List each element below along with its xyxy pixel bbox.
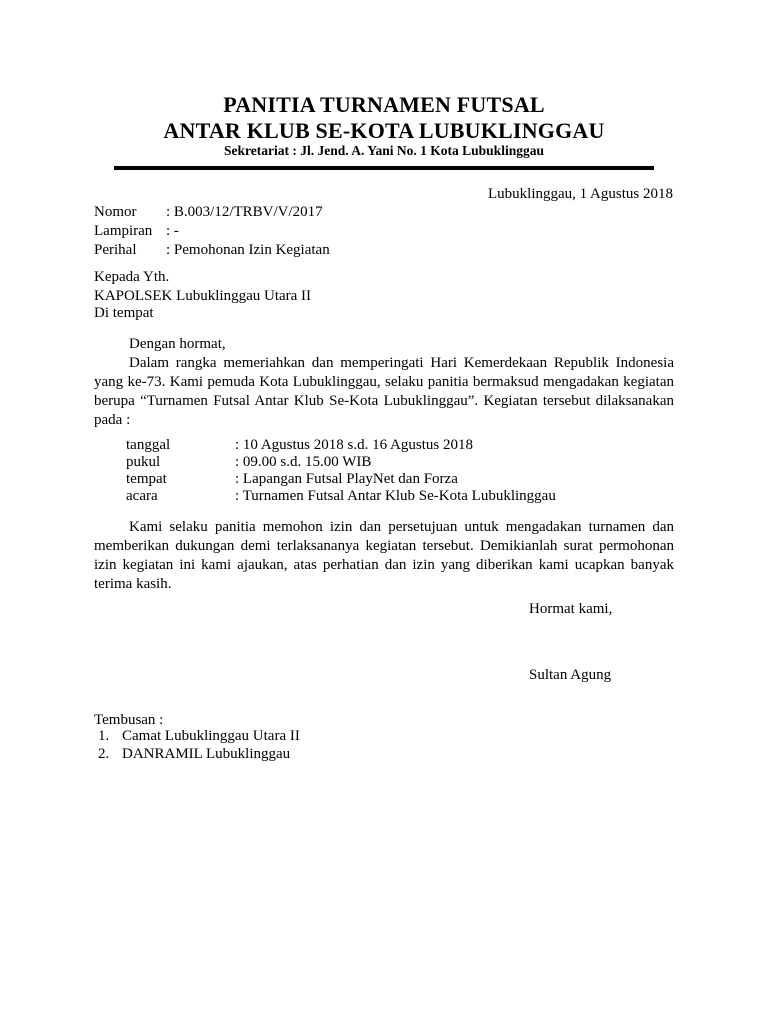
meta-value-attachment: : - — [166, 223, 179, 239]
recipient-line3: Di tempat — [94, 305, 154, 321]
detail-value-event: : Turnamen Futsal Antar Klub Se-Kota Lubuklinggau — [235, 488, 556, 504]
cc-item-2: DANRAMIL Lubuklinggau — [122, 746, 291, 762]
cc-title: Tembusan : — [94, 712, 164, 728]
body-paragraph-2: Kami selaku panitia memohon izin dan persetujuan untuk mengadakan turnamen dan memberikan dukungan demi terlaksananya kegiatan tersebut. Demikianlah surat permohonan izin kegiatan ini kami ajaukan, atas perhatian dan izin yang diberikan kami ucapkan banyak terima kasih. — [94, 519, 674, 592]
recipient-line1: Kepada Yth. — [94, 269, 170, 285]
letterhead-title-line2: ANTAR KLUB SE-KOTA LUBUKLINGGAU — [163, 118, 605, 143]
cc-item-1: Camat Lubuklinggau Utara II — [122, 728, 300, 744]
detail-value-date: : 10 Agustus 2018 s.d. 16 Agustus 2018 — [235, 437, 473, 453]
detail-label-time: pukul — [126, 454, 161, 470]
closing-salutation: Hormat kami, — [529, 601, 613, 617]
detail-value-place: : Lapangan Futsal PlayNet dan Forza — [235, 471, 458, 487]
greeting: Dengan hormat, — [129, 336, 226, 352]
meta-label-number: Nomor — [94, 204, 137, 220]
meta-value-subject: : Pemohonan Izin Kegiatan — [166, 242, 330, 258]
meta-value-number: : B.003/12/TRBV/V/2017 — [166, 204, 323, 220]
letterhead-title-line1: PANITIA TURNAMEN FUTSAL — [223, 92, 545, 117]
detail-label-event: acara — [126, 488, 158, 504]
meta-label-subject: Perihal — [94, 242, 137, 258]
recipient-line2: KAPOLSEK Lubuklinggau Utara II — [94, 288, 312, 304]
detail-label-place: tempat — [126, 471, 167, 487]
letter-date: Lubuklinggau, 1 Agustus 2018 — [487, 186, 673, 202]
detail-label-date: tanggal — [126, 437, 171, 453]
signer-name: Sultan Agung — [529, 667, 612, 683]
detail-value-time: : 09.00 s.d. 15.00 WIB — [235, 454, 372, 470]
cc-item-number-1: 1. — [98, 728, 110, 744]
letterhead-divider — [114, 166, 654, 170]
cc-item-number-2: 2. — [98, 746, 110, 762]
letterhead-address: Sekretariat : Jl. Jend. A. Yani No. 1 Kota Lubuklinggau — [224, 143, 544, 158]
meta-label-attachment: Lampiran — [94, 223, 153, 239]
body-paragraph-1: Dalam rangka memeriahkan dan memperingati Hari Kemerdekaan Republik Indonesia yang ke-73. Kami pemuda Kota Lubuklinggau, selaku panitia bermaksud mengadakan kegiatan berupa “Turnamen Futsal Antar Klub Se-Kota Lubuklinggau”. Kegiatan tersebut dilaksanakan pada : — [94, 355, 674, 428]
